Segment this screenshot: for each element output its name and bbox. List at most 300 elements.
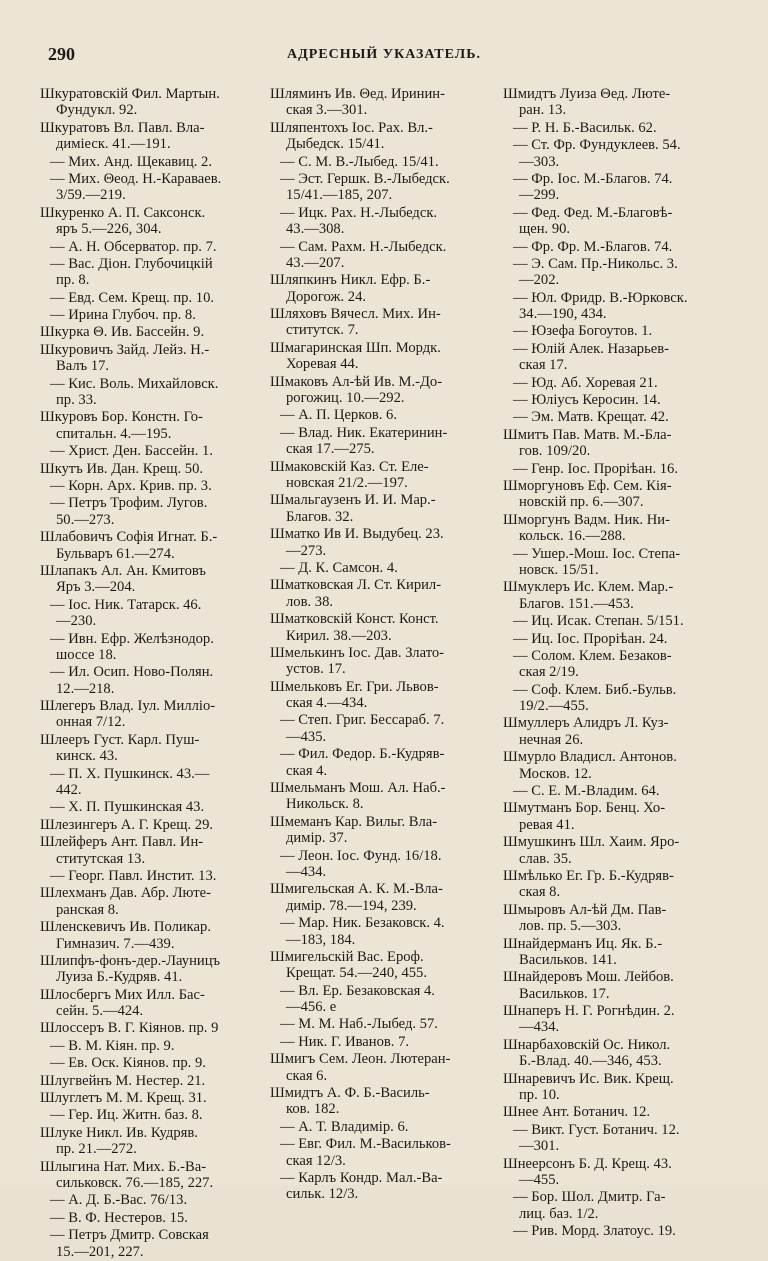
entry-line: Шлегеръ Влад. Іул. Милліо-	[40, 698, 216, 715]
entry-line: — Фр. Фр. М.-Благов. 74.	[513, 238, 673, 255]
entry-continuation: Луиза Б.-Кудряв. 41.	[56, 969, 183, 986]
entry-continuation: Дыбедск. 15/41.	[286, 136, 385, 153]
entry-line: — Степ. Григ. Бессараб. 7.	[280, 712, 445, 729]
directory-entry	[270, 611, 488, 644]
entry-line: — Иц. Исак. Степан. 5/151.	[513, 613, 684, 630]
directory-entry	[503, 137, 721, 170]
entry-line: — Мих. Θеод. Н.-Караваев.	[50, 170, 222, 187]
entry-line: Шлоссеръ В. Г. Кіянов. пр. 9	[40, 1020, 219, 1037]
directory-entry	[40, 171, 258, 204]
entry-line: Шмагаринская Шп. Мордк.	[270, 339, 441, 356]
entry-line: — А. П. Церков. 6.	[280, 407, 398, 424]
directory-entry	[503, 936, 721, 969]
entry-continuation: гов. 109/20.	[519, 443, 591, 460]
entry-line: Шмурло Владисл. Антонов.	[503, 749, 677, 766]
entry-line: — Юлій Алек. Назарьев-	[513, 340, 669, 357]
directory-entry	[270, 272, 488, 305]
directory-entry	[40, 885, 258, 918]
entry-line: Шнее Ант. Ботанич. 12.	[503, 1104, 651, 1121]
entry-line: Шмушкинъ Шл. Хаим. Яро-	[503, 834, 680, 851]
entry-line: Шкуровъ Бор. Констн. Го-	[40, 409, 203, 426]
entry-continuation: сейн. 5.—424.	[56, 1003, 144, 1020]
entry-continuation: 19/2.—455.	[519, 698, 589, 715]
directory-entry	[40, 239, 258, 255]
directory-entry	[270, 340, 488, 373]
directory-entry	[40, 1159, 258, 1192]
directory-entry	[270, 306, 488, 339]
entry-line: Шнаревичъ Ис. Вик. Крещ.	[503, 1070, 674, 1087]
entry-continuation: Кирил. 38.—203.	[286, 627, 392, 644]
entry-continuation: —299.	[519, 187, 560, 204]
directory-entry	[40, 1107, 258, 1123]
directory-entry	[503, 205, 721, 238]
entry-line: Шлыгина Нат. Мих. Б.-Ва-	[40, 1158, 207, 1175]
directory-entry	[503, 1223, 721, 1239]
directory-entry	[270, 459, 488, 492]
directory-entry	[40, 1227, 258, 1260]
directory-entry	[40, 120, 258, 153]
entry-line: — Евд. Сем. Крещ. пр. 10.	[50, 289, 215, 306]
directory-entry	[270, 577, 488, 610]
entry-line: — Іос. Ник. Татарск. 46.	[50, 596, 202, 613]
entry-line: — Ев. Оск. Кіянов. пр. 9.	[50, 1055, 206, 1072]
entry-line: Шлейферъ Ант. Павл. Ин-	[40, 834, 204, 851]
entry-line: — Викт. Густ. Ботанич. 12.	[513, 1121, 680, 1138]
entry-continuation: Валъ 17.	[56, 358, 110, 375]
entry-continuation: —301.	[519, 1138, 560, 1155]
directory-entry	[503, 290, 721, 323]
directory-entry	[503, 868, 721, 901]
entry-continuation: рогожиц. 10.—292.	[286, 390, 405, 407]
entry-line: Шкутъ Ив. Дан. Крещ. 50.	[40, 460, 204, 477]
entry-line: Шмеманъ Кар. Вильг. Вла-	[270, 813, 438, 830]
directory-entry	[40, 86, 258, 119]
directory-entry	[270, 983, 488, 1016]
entry-continuation: Благов. 32.	[286, 508, 354, 525]
entry-continuation: ская 4.—434.	[286, 695, 368, 712]
directory-entry	[40, 154, 258, 170]
entry-line: Шмуклеръ Ис. Клем. Мар.-	[503, 579, 674, 596]
directory-entry	[270, 1136, 488, 1169]
entry-line: Шмелькинъ Іос. Дав. Злато-	[270, 644, 445, 661]
directory-entry	[40, 1020, 258, 1036]
directory-entry	[503, 427, 721, 460]
entry-line: Шмаковскій Каз. Ст. Еле-	[270, 458, 429, 475]
directory-entry	[270, 374, 488, 407]
column-left	[40, 86, 258, 1261]
entry-continuation: щен. 90.	[519, 221, 571, 238]
entry-line: Шляпентохъ Іос. Рах. Вл.-	[270, 119, 433, 136]
entry-line: — Юд. Аб. Хоревая 21.	[513, 374, 658, 391]
entry-line: — Р. Н. Б.-Васильк. 62.	[513, 119, 657, 136]
entry-continuation: яръ 5.—226, 304.	[56, 221, 162, 238]
entry-continuation: шоссе 18.	[56, 646, 117, 663]
entry-continuation: пр. 33.	[56, 392, 97, 409]
entry-continuation: Б.-Влад. 40.—346, 453.	[519, 1053, 662, 1070]
directory-entry	[503, 323, 721, 339]
directory-entry	[503, 171, 721, 204]
entry-line: — Юл. Фридр. В.-Юрковск.	[513, 289, 688, 306]
entry-line: — Фил. Федор. Б.-Кудряв-	[280, 746, 445, 763]
directory-entry	[503, 1189, 721, 1222]
entry-line: Шкуратовъ Вл. Павл. Вла-	[40, 119, 205, 136]
directory-entry	[270, 560, 488, 576]
entry-line: — Эм. Матв. Крещат. 42.	[513, 409, 669, 426]
entry-line: Шмигъ Сем. Леон. Лютеран-	[270, 1051, 451, 1068]
entry-continuation: Фундукл. 92.	[56, 102, 138, 119]
entry-line: — Корн. Арх. Крив. пр. 3.	[50, 477, 212, 494]
directory-entry	[40, 987, 258, 1020]
entry-continuation: ская 8.	[519, 884, 561, 901]
directory-entry	[503, 341, 721, 374]
entry-line: — Вас. Діон. Глубочицкій	[50, 255, 213, 272]
directory-entry	[270, 1085, 488, 1118]
entry-line: — Солом. Клем. Безаков-	[513, 647, 672, 664]
entry-continuation: Яръ 3.—204.	[56, 579, 136, 596]
entry-continuation: кольск. 16.—288.	[519, 528, 626, 545]
directory-entry	[270, 171, 488, 204]
entry-line: Шмидтъ Луиза Θед. Люте-	[503, 86, 671, 102]
entry-line: Шляпкинъ Никл. Ефр. Б.-	[270, 272, 431, 289]
entry-line: — Юліусъ Керосин. 14.	[513, 392, 661, 409]
entry-continuation: ститутск. 7.	[286, 322, 359, 339]
entry-continuation: ская 6.	[286, 1067, 328, 1084]
entry-continuation: 12.—218.	[56, 680, 115, 697]
entry-line: — Георг. Павл. Инстит. 13.	[50, 867, 217, 884]
entry-line: Шмигельскій Вас. Ероф.	[270, 948, 424, 965]
entry-line: — Эст. Гершк. В.-Лыбедск.	[280, 170, 450, 187]
directory-entry	[503, 512, 721, 545]
entry-continuation: Москов. 12.	[519, 765, 592, 782]
entry-line: — П. Х. Пушкинск. 43.—	[50, 765, 210, 782]
entry-line: Шмидтъ А. Ф. Б.-Василь-	[270, 1085, 430, 1102]
entry-line: Шляховъ Вячесл. Мих. Ин-	[270, 306, 441, 323]
entry-line: Шкуратовскій Фил. Мартын.	[40, 86, 220, 102]
directory-entry	[503, 902, 721, 935]
directory-entry	[270, 848, 488, 881]
entry-line: Шнеерсонъ Б. Д. Крещ. 43.	[503, 1155, 672, 1172]
directory-entry	[40, 1210, 258, 1226]
directory-entry	[503, 631, 721, 647]
entry-continuation: ская 17.	[519, 357, 568, 374]
entry-line: Шмитъ Пав. Матв. М.-Бла-	[503, 426, 672, 443]
entry-line: — Мар. Ник. Безаковск. 4.	[280, 915, 445, 932]
entry-line: — Петръ Трофим. Лугов.	[50, 495, 208, 512]
directory-entry	[503, 86, 721, 119]
directory-entry	[270, 1119, 488, 1135]
entry-line: Шлапакъ Ал. Ан. Кмитовъ	[40, 562, 206, 579]
entry-continuation: спитальн. 4.—195.	[56, 425, 172, 442]
directory-entry	[503, 682, 721, 715]
entry-continuation: пр. 21.—272.	[56, 1141, 137, 1158]
directory-entry	[270, 679, 488, 712]
entry-line: — Петръ Дмитр. Совская	[50, 1227, 209, 1244]
entry-line: Шлееръ Густ. Карл. Пуш-	[40, 731, 200, 748]
entry-continuation: —456. е	[286, 999, 337, 1016]
directory-entry	[270, 492, 488, 525]
entry-continuation: —183, 184.	[286, 931, 356, 948]
entry-line: — Христ. Ден. Бассейн. 1.	[50, 443, 213, 460]
directory-entry	[270, 1051, 488, 1084]
entry-line: Шморгунъ Вадм. Ник. Ни-	[503, 511, 670, 528]
directory-entry	[270, 1016, 488, 1032]
directory-entry	[503, 239, 721, 255]
entry-line: Шмѣлько Ег. Гр. Б.-Кудряв-	[503, 867, 674, 884]
entry-continuation: онная 7/12.	[56, 714, 126, 731]
column-middle	[270, 86, 488, 1204]
entry-line: Шлуке Никл. Ив. Кудряв.	[40, 1124, 198, 1141]
entry-continuation: лов. пр. 5.—303.	[519, 918, 622, 935]
entry-continuation: диміеск. 41.—191.	[56, 136, 171, 153]
entry-continuation: Бульваръ 61.—274.	[56, 545, 175, 562]
directory-entry	[503, 1104, 721, 1120]
entry-line: — Ивн. Ефр. Желѣзнодор.	[50, 630, 214, 647]
directory-entry	[40, 324, 258, 340]
directory-entry	[270, 407, 488, 423]
entry-continuation: ская 3.—301.	[286, 102, 368, 119]
entry-continuation: —273.	[286, 542, 327, 559]
entry-line: — Э. Сам. Пр.-Никольс. 3.	[513, 255, 678, 272]
entry-continuation: димір. 37.	[286, 830, 348, 847]
directory-entry	[503, 613, 721, 629]
entry-line: Шмаковъ Ал-ѣй Ив. М.-До-	[270, 373, 443, 390]
directory-entry	[270, 1170, 488, 1203]
entry-continuation: 15.—201, 227.	[56, 1243, 144, 1260]
entry-line: Шмигельская А. К. М.-Вла-	[270, 881, 443, 898]
entry-line: — С. Е. М.-Владим. 64.	[513, 783, 660, 800]
directory-entry	[40, 205, 258, 238]
directory-entry	[270, 120, 488, 153]
entry-line: Шлабовичъ Софія Игнат. Б.-	[40, 529, 218, 546]
entry-continuation: пр. 8.	[56, 272, 90, 289]
directory-entry	[40, 307, 258, 323]
entry-continuation: 15/41.—185, 207.	[286, 187, 393, 204]
directory-entry	[503, 375, 721, 391]
entry-continuation: сильковск. 76.—185, 227.	[56, 1175, 214, 1191]
directory-entry	[503, 834, 721, 867]
entry-line: — В. М. Кіян. пр. 9.	[50, 1037, 175, 1054]
directory-entry	[40, 461, 258, 477]
directory-entry	[270, 154, 488, 170]
entry-line: — Фед. Фед. М.-Благовѣ-	[513, 204, 673, 221]
directory-entry	[40, 495, 258, 528]
directory-entry	[503, 715, 721, 748]
entry-line: — Д. К. Самсон. 4.	[280, 559, 398, 576]
entry-line: Шмыровъ Ал-ѣй Дм. Пав-	[503, 901, 667, 918]
directory-entry	[40, 1090, 258, 1106]
entry-line: Шкуровичъ Зайд. Лейз. Н.-	[40, 341, 210, 358]
entry-line: — М. М. Наб.-Лыбед. 57.	[280, 1016, 438, 1033]
entry-continuation: ревая 41.	[519, 816, 575, 833]
directory-entry	[40, 698, 258, 731]
entry-continuation: димір. 78.—194, 239.	[286, 897, 417, 914]
directory-entry	[503, 256, 721, 289]
directory-entry	[270, 526, 488, 559]
entry-line: — Сам. Рахм. Н.-Лыбедск.	[280, 238, 447, 255]
directory-entry	[503, 749, 721, 782]
directory-entry	[40, 1125, 258, 1158]
entry-line: — Ст. Фр. Фундуклеев. 54.	[513, 137, 681, 154]
page-header	[0, 44, 768, 68]
entry-line: Шкурка Θ. Ив. Бассейн. 9.	[40, 324, 205, 341]
entry-continuation: —230.	[56, 613, 97, 630]
page-number: 290	[48, 44, 75, 64]
entry-continuation: нечная 26.	[519, 731, 584, 748]
entry-continuation: устов. 17.	[286, 661, 346, 678]
entry-continuation: —202.	[519, 272, 560, 289]
entry-continuation: Гимназич. 7.—439.	[56, 935, 175, 952]
directory-entry	[270, 205, 488, 238]
entry-line: Шматко Ив И. Выдубец. 23.	[270, 526, 444, 543]
entry-line: — Ирина Глубоч. пр. 8.	[50, 307, 196, 324]
entry-continuation: сильк. 12/3.	[286, 1186, 359, 1203]
entry-continuation: Дорогож. 24.	[286, 288, 367, 305]
directory-entry	[503, 648, 721, 681]
entry-continuation: лиц. баз. 1/2.	[519, 1205, 599, 1222]
entry-continuation: новская 21/2.—197.	[286, 474, 408, 491]
entry-line: — Ушер.-Мош. Іос. Степа-	[513, 545, 681, 562]
directory-entry	[270, 746, 488, 779]
entry-line: — А. Т. Владимір. 6.	[280, 1118, 409, 1135]
directory-entry	[503, 546, 721, 579]
directory-entry	[40, 953, 258, 986]
directory-entry	[40, 732, 258, 765]
directory-entry	[40, 1038, 258, 1054]
directory-entry	[503, 1037, 721, 1070]
entry-line: — Х. П. Пушкинская 43.	[50, 799, 205, 816]
entry-line: Шнайдерманъ Иц. Як. Б.-	[503, 935, 663, 952]
entry-line: — Влад. Ник. Екатеринин-	[280, 424, 448, 441]
entry-line: Шмальгаузенъ И. И. Мар.-	[270, 492, 436, 509]
entry-line: — Фр. Іос. М.-Благов. 74.	[513, 170, 673, 187]
entry-line: — Евг. Фил. М.-Васильков-	[280, 1136, 451, 1153]
entry-line: Шмельманъ Мош. Ал. Наб.-	[270, 780, 446, 797]
directory-entry	[503, 409, 721, 425]
entry-continuation: 43.—207.	[286, 254, 345, 271]
entry-line: — Ицк. Рах. Н.-Лыбедск.	[280, 204, 438, 221]
entry-continuation: ранская 8.	[56, 901, 119, 918]
entry-line: — Вл. Ер. Безаковская 4.	[280, 982, 435, 999]
directory-entry	[270, 645, 488, 678]
entry-line: — С. М. В.-Лыбед. 15/41.	[280, 153, 439, 170]
directory-entry	[40, 529, 258, 562]
entry-line: Шнайдеровъ Мош. Лейбов.	[503, 969, 674, 986]
directory-entry	[40, 409, 258, 442]
column-right	[503, 86, 721, 1241]
directory-entry	[40, 1192, 258, 1208]
directory-entry	[503, 1122, 721, 1155]
directory-entry	[40, 868, 258, 884]
running-title: АДРЕСНЫЙ УКАЗАТЕЛЬ.	[287, 47, 481, 62]
directory-entry	[40, 1073, 258, 1089]
entry-line: Шлезингеръ А. Г. Крещ. 29.	[40, 816, 214, 833]
entry-line: — Мих. Анд. Щекавиц. 2.	[50, 153, 212, 170]
directory-entry	[503, 392, 721, 408]
entry-continuation: пр. 10.	[519, 1087, 560, 1104]
directory-entry	[270, 949, 488, 982]
entry-line: — Гер. Иц. Житн. баз. 8.	[50, 1107, 203, 1124]
entry-continuation: ская 17.—275.	[286, 441, 375, 458]
entry-line: Шморгуновъ Еф. Сем. Кія-	[503, 477, 672, 494]
directory-entry	[270, 1034, 488, 1050]
directory-entry	[503, 1003, 721, 1036]
directory-entry	[270, 239, 488, 272]
entry-continuation: Благов. 151.—453.	[519, 595, 634, 612]
directory-entry	[40, 597, 258, 630]
directory-entry	[503, 461, 721, 477]
directory-entry	[40, 799, 258, 815]
directory-entry	[503, 1071, 721, 1104]
entry-line: Шлугвейнъ М. Нестер. 21.	[40, 1072, 206, 1089]
directory-entry	[40, 631, 258, 664]
entry-continuation: ская 2/19.	[519, 664, 579, 681]
directory-entry	[503, 120, 721, 136]
entry-line: Шлехманъ Дав. Абр. Люте-	[40, 885, 211, 902]
directory-entry	[270, 712, 488, 745]
entry-line: — Карлъ Кондр. Мал.-Ва-	[280, 1170, 443, 1186]
entry-line: Шнаперъ Н. Г. Рогнѣдин. 2.	[503, 1003, 675, 1020]
entry-continuation: 43.—308.	[286, 221, 345, 238]
directory-entry	[270, 881, 488, 914]
directory-entry	[270, 915, 488, 948]
directory-entry	[40, 664, 258, 697]
entry-line: Шлосбергъ Мих Илл. Бас-	[40, 986, 205, 1003]
entry-line: — Рив. Морд. Златоус. 19.	[513, 1223, 676, 1240]
entry-line: — Леон. Іос. Фунд. 16/18.	[280, 847, 442, 864]
entry-continuation: —434.	[519, 1019, 560, 1036]
entry-continuation: кинск. 43.	[56, 748, 118, 765]
directory-entry	[40, 563, 258, 596]
entry-continuation: новск. 15/51.	[519, 561, 599, 578]
entry-line: — А. Н. Обсерватор. пр. 7.	[50, 238, 217, 255]
entry-line: Шляминъ Ив. Θед. Иринин-	[270, 86, 445, 102]
entry-continuation: Васильков. 17.	[519, 985, 610, 1002]
entry-continuation: —434.	[286, 863, 327, 880]
entry-line: — Ил. Осип. Ново-Полян.	[50, 664, 214, 681]
entry-line: Шленскевичъ Ив. Поликар.	[40, 919, 211, 936]
entry-line: — Юзефа Богоутов. 1.	[513, 323, 653, 340]
directory-entry	[40, 1055, 258, 1071]
entry-continuation: новскій пр. 6.—307.	[519, 494, 644, 511]
entry-line: — Бор. Шол. Дмитр. Га-	[513, 1189, 666, 1206]
entry-line: Шнарбаховскій Ос. Никол.	[503, 1036, 671, 1053]
directory-entry	[503, 478, 721, 511]
entry-continuation: —435.	[286, 728, 327, 745]
entry-continuation: ская 4.	[286, 762, 328, 779]
entry-line: — Иц. Іос. Проріѣан. 24.	[513, 630, 668, 647]
entry-continuation: Крещат. 54.—240, 455.	[286, 965, 427, 982]
entry-line: Шмутманъ Бор. Бенц. Хо-	[503, 800, 666, 817]
directory-entry	[503, 579, 721, 612]
entry-continuation: ская 12/3.	[286, 1152, 346, 1169]
entry-line: Шмельковъ Ег. Гри. Львов-	[270, 678, 439, 695]
entry-line: Шматковскій Конст. Конст.	[270, 611, 439, 628]
entry-line: — Кис. Воль. Михайловск.	[50, 375, 219, 392]
entry-continuation: Хоревая 44.	[286, 356, 359, 373]
entry-line: — А. Д. Б.-Вас. 76/13.	[50, 1192, 188, 1209]
directory-entry	[270, 780, 488, 813]
entry-line: Шкуренко А. П. Саксонск.	[40, 204, 206, 221]
directory-entry	[40, 290, 258, 306]
entry-line: Шлуглетъ М. М. Крещ. 31.	[40, 1090, 207, 1107]
entry-line: — Соф. Клем. Биб.-Бульв.	[513, 681, 677, 698]
directory-entry	[503, 783, 721, 799]
directory-entry	[270, 86, 488, 119]
entry-continuation: слав. 35.	[519, 850, 572, 867]
entry-line: — Генр. Іос. Проріѣан. 16.	[513, 460, 678, 477]
entry-line: Шмуллеръ Алидръ Л. Куз-	[503, 715, 669, 732]
directory-entry	[40, 817, 258, 833]
